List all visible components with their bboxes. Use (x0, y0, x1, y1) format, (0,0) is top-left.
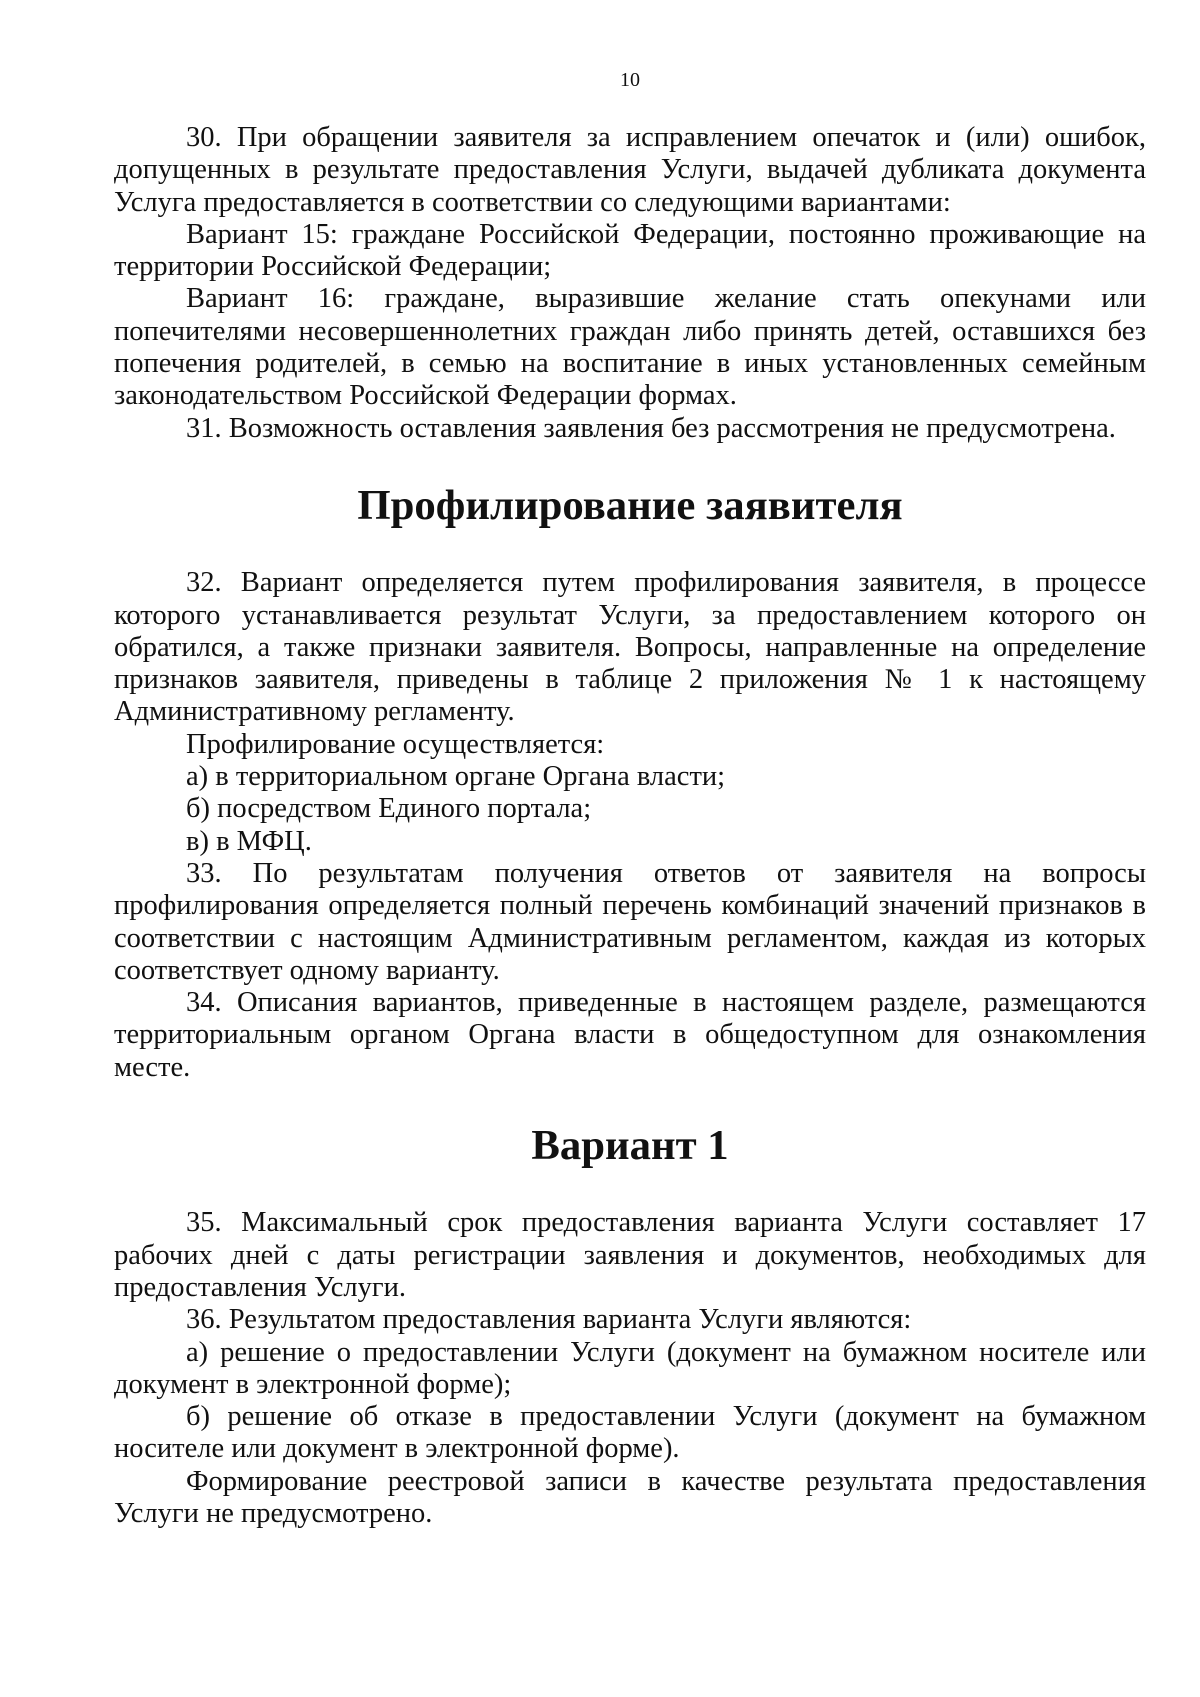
paragraph-35: 35. Максимальный срок предоставления варианта Услуги составляет 17 рабочих дней с даты регистрации заявления и документов, необходимых для предоставления Услуги. (114, 1207, 1146, 1303)
profiling-item-a: а) в территориальном органе Органа власти; (186, 761, 726, 793)
paragraph-36: 36. Результатом предоставления варианта Услуги являются: (186, 1304, 912, 1336)
paragraph-31: 31. Возможность оставления заявления без рассмотрения не предусмотрена. (186, 412, 1116, 444)
variant-15: Вариант 15: граждане Российской Федерации, постоянно проживающие на территории Российской Федерации; (114, 218, 1146, 283)
profiling-intro: Профилирование осуществляется: (186, 728, 605, 760)
document-body (114, 122, 1146, 1530)
result-item-a: а) решение о предоставлении Услуги (документ на бумажном носителе или документ в электронной форме); (114, 1336, 1146, 1400)
page-number: 10 (620, 69, 640, 91)
paragraph-34: 34. Описания вариантов, приведенные в настоящем разделе, размещаются территориальным органом Органа власти в общедоступном для ознакомления месте. (114, 987, 1146, 1083)
profiling-item-c: в) в МФЦ. (186, 825, 312, 857)
registry-record-note: Формирование реестровой записи в качестве результата предоставления Услуги не предусмотрено. (114, 1465, 1146, 1529)
variant-16: Вариант 16: граждане, выразившие желание стать опекунами или попечителями несовершеннолетних граждан либо принять детей, оставшихся без попечения родителей, в семью на воспитание в иных установленных семейным законодательством Российской Федерации формах. (114, 283, 1146, 412)
paragraph-32: 32. Вариант определяется путем профилирования заявителя, в процессе которого устанавливается результат Услуги, за предоставлением которого он обратился, а также признаки заявителя. Вопросы, направленные на определение признаков заявителя, приведены в таблице 2 приложения № 1 к настоящему Административному регламенту. (114, 567, 1146, 728)
paragraph-30: 30. При обращении заявителя за исправлением опечаток и (или) ошибок, допущенных в результате предоставления Услуги, выдачей дубликата документа Услуга предоставляется в соответствии со следующими вариантами: (114, 122, 1146, 218)
section-heading-variant-1: Вариант 1 (531, 1122, 729, 1170)
section-heading-profiling: Профилирование заявителя (357, 481, 903, 529)
result-item-b: б) решение об отказе в предоставлении Услуги (документ на бумажном носителе или документ в электронной форме). (114, 1401, 1146, 1465)
profiling-item-b: б) посредством Единого портала; (186, 793, 592, 825)
paragraph-33: 33. По результатам получения ответов от заявителя на вопросы профилирования определяется полный перечень комбинаций значений признаков в соответствии с настоящим Административным регламентом, каждая из которых соответствует одному варианту. (114, 857, 1146, 986)
